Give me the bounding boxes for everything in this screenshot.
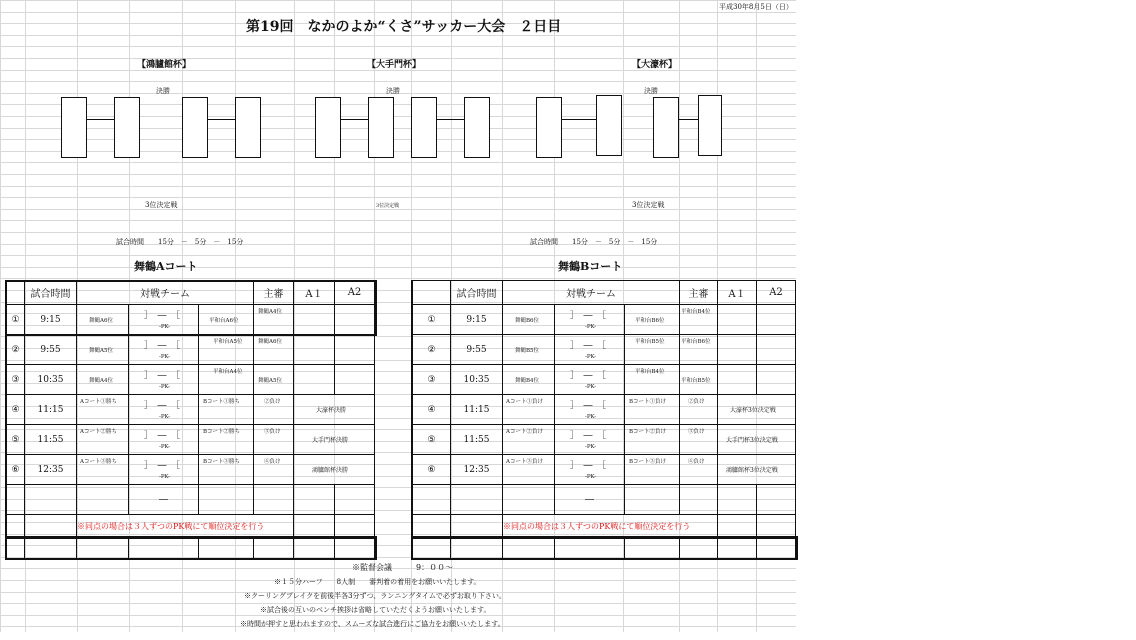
third-place-label-ohori: 3位決定戦: [632, 201, 665, 209]
team-right: Bコート②負け: [629, 429, 667, 435]
table-row: [7, 425, 375, 455]
header-referee: 主審: [680, 281, 718, 305]
footer-note: ※時間が押すと思われますので、スムーズな試合進行にご協力をお願いいたします。: [240, 620, 505, 628]
footer-note: ※クーリングブレイクを前後半各3分ずつ、ランニングタイムで必ずお取り下さい。: [244, 592, 506, 600]
match-number: ⑤: [7, 425, 25, 455]
table-row: [413, 305, 796, 335]
score-entry[interactable]: ］ ― ［: [144, 371, 181, 381]
final-label-korokan: 決勝: [156, 87, 170, 95]
table-row: [7, 455, 375, 485]
match-time-left: 試合時間 15分 － 5分 － 15分: [116, 238, 244, 246]
score-entry[interactable]: ］ ― ［: [144, 461, 181, 471]
score-entry[interactable]: ］ ― ［: [144, 311, 181, 321]
referee-team: ④負け: [264, 459, 281, 465]
score-entry[interactable]: ］ ― ［: [570, 461, 607, 471]
header-time: 試合時間: [451, 281, 503, 305]
match-time: 11:55: [451, 425, 503, 455]
table-row: [413, 485, 796, 515]
header-teams: 対戦チーム: [77, 281, 254, 305]
match-time: 12:35: [25, 455, 77, 485]
table-row: [7, 485, 375, 515]
bracket-slot: [182, 97, 208, 158]
bracket-slot: [464, 97, 490, 158]
team-left: Aコート①勝ち: [80, 399, 117, 405]
match-result-label: 大濠杯3位決定戦: [730, 407, 776, 414]
team-left: Aコート②勝ち: [80, 429, 117, 435]
match-time: 12:35: [451, 455, 503, 485]
team-right: 平和台B5位: [635, 339, 665, 345]
bracket-connector: [678, 119, 698, 120]
match-result-label: 大手門杯3位決定戦: [726, 437, 778, 444]
table-row: [7, 335, 375, 365]
bracket-slot: [315, 97, 341, 158]
pk-label: -PK-: [585, 354, 597, 360]
pk-label: -PK-: [159, 414, 171, 420]
pk-label: -PK-: [159, 324, 171, 330]
table-row: [413, 455, 796, 485]
bracket-slot: [536, 97, 562, 158]
pk-label: -PK-: [585, 474, 597, 480]
team-left: Aコート①負け: [506, 399, 543, 405]
team-right: 平和台B6位: [635, 318, 665, 324]
final-label-otemon: 決勝: [386, 87, 400, 95]
court-b-schedule: [412, 280, 796, 560]
pk-rule-note: ※同点の場合は３人ずつのPK戦にて順位決定を行う: [77, 522, 265, 531]
match-time: 11:15: [25, 395, 77, 425]
footer-note: ※１５分ハーフ 8人制 審判着の着用をお願いいたします。: [274, 578, 481, 586]
table-row: [7, 395, 375, 425]
team-left: 舞鶴A5位: [89, 348, 113, 354]
match-number: ③: [7, 365, 25, 395]
header-referee: 主審: [254, 281, 294, 305]
score-entry[interactable]: ］ ― ［: [570, 311, 607, 321]
page-title: 第19回 なかのよか“くさ”サッカー大会 ２日目: [246, 19, 562, 35]
bracket-connector: [340, 119, 368, 120]
pk-label: -PK-: [585, 384, 597, 390]
header-a1: A１: [294, 281, 335, 305]
team-left: 舞鶴B6位: [515, 318, 540, 324]
match-number: ③: [413, 365, 451, 395]
match-time: 9:55: [451, 335, 503, 365]
score-entry[interactable]: ］ ― ［: [570, 431, 607, 441]
bracket-slot: [698, 95, 722, 156]
table-row: [413, 539, 796, 560]
bracket-connector: [86, 119, 114, 120]
bracket-title-otemon: 【大手門杯】: [367, 60, 422, 70]
bracket-slot: [114, 97, 140, 158]
table-row: [413, 365, 796, 395]
match-number: ⑥: [413, 455, 451, 485]
pk-label: -PK-: [159, 384, 171, 390]
match-time: 11:55: [25, 425, 77, 455]
team-left: 舞鶴B5位: [515, 348, 540, 354]
referee-team: 平和台B5位: [681, 378, 711, 384]
team-right: Bコート③負け: [629, 459, 667, 465]
header-a1: A１: [718, 281, 757, 305]
match-time: 10:35: [25, 365, 77, 395]
table-row: [413, 335, 796, 365]
match-number: ①: [413, 305, 451, 335]
team-left: 舞鶴A4位: [89, 378, 113, 384]
third-place-label-otemon: 3位決定戦: [376, 203, 400, 209]
bracket-slot: [653, 97, 679, 158]
team-right: Bコート②勝ち: [203, 429, 241, 435]
referee-team: 舞鶴A6位: [258, 339, 282, 345]
match-time: 9:55: [25, 335, 77, 365]
match-time: 11:15: [451, 395, 503, 425]
team-right: Bコート③勝ち: [203, 459, 241, 465]
match-number: ②: [7, 335, 25, 365]
header-time: 試合時間: [25, 281, 77, 305]
pk-label: -PK-: [159, 474, 171, 480]
table-row: [413, 395, 796, 425]
date-label: 平成30年8月5日（日）: [719, 3, 793, 11]
team-right: 平和台A6位: [209, 318, 239, 324]
referee-team: 舞鶴A5位: [258, 378, 282, 384]
match-result-label: 鴻臚館杯3位決定戦: [726, 467, 778, 474]
table-row: [7, 539, 375, 560]
score-entry[interactable]: ］ ― ［: [144, 431, 181, 441]
referee-team: ③負け: [688, 429, 705, 435]
team-left: Aコート③勝ち: [80, 459, 117, 465]
bracket-title-korokan: 【鴻臚館杯】: [137, 60, 192, 70]
match-number: ⑤: [413, 425, 451, 455]
court-a-schedule: [6, 280, 375, 560]
team-left: 舞鶴A6位: [89, 318, 113, 324]
pk-label: -PK-: [159, 444, 171, 450]
match-time: 9:15: [25, 305, 77, 335]
bracket-slot: [411, 97, 437, 158]
team-right: 平和台B4位: [635, 369, 665, 375]
referee-team: 平和台B6位: [681, 339, 711, 345]
score-entry[interactable]: ］ ― ［: [144, 341, 181, 351]
match-number: ⑥: [7, 455, 25, 485]
match-result-label: 鴻臚館杯決勝: [312, 467, 349, 474]
bracket-connector: [207, 119, 235, 120]
match-result-label: 大手門杯決勝: [312, 437, 349, 444]
extra-dash: ―: [555, 485, 625, 515]
extra-dash: ―: [129, 485, 199, 515]
match-time-right: 試合時間 15分 － 5分 － 15分: [530, 238, 658, 246]
third-place-label-korokan: 3位決定戦: [145, 201, 178, 209]
team-right: 平和台A5位: [213, 339, 243, 345]
table-row: [413, 515, 796, 539]
team-right: Bコート①負け: [629, 399, 667, 405]
pk-label: -PK-: [585, 444, 597, 450]
table-row: [7, 305, 375, 335]
pk-label: -PK-: [585, 324, 597, 330]
bracket-slot: [596, 95, 622, 156]
team-right: 平和台A4位: [213, 369, 243, 375]
final-label-ohori: 決勝: [644, 87, 658, 95]
pk-label: -PK-: [585, 414, 597, 420]
referee-team: 平和台B4位: [681, 309, 711, 315]
bracket-connector: [436, 119, 464, 120]
referee-team: ③負け: [264, 429, 281, 435]
score-entry[interactable]: ］ ― ［: [570, 371, 607, 381]
footer-note: ※試合後の互いのベンチ挨拶は省略していただくようお願いいたします。: [260, 606, 491, 614]
court-a-title: 舞鶴Aコート: [134, 260, 198, 273]
pk-rule-note: ※同点の場合は３人ずつのPK戦にて順位決定を行う: [503, 522, 691, 531]
referee-team: ④負け: [688, 459, 705, 465]
bracket-slot: [368, 97, 394, 158]
bracket-slot: [61, 97, 87, 158]
footer-note: ※監督会議 9：００～: [352, 563, 454, 572]
table-row: [7, 515, 375, 539]
score-entry[interactable]: ］ ― ［: [570, 401, 607, 411]
team-left: 舞鶴B4位: [515, 378, 540, 384]
referee-team: ②負け: [688, 399, 705, 405]
match-number: ④: [7, 395, 25, 425]
table-row: [7, 365, 375, 395]
match-number: ④: [413, 395, 451, 425]
match-number: ②: [413, 335, 451, 365]
header-a2: A2: [335, 281, 375, 305]
team-left: Aコート③負け: [506, 459, 543, 465]
header-a2: A2: [757, 281, 796, 305]
team-left: Aコート②負け: [506, 429, 543, 435]
court-b-title: 舞鶴Bコート: [558, 260, 623, 273]
match-number: ①: [7, 305, 25, 335]
team-right: Bコート①勝ち: [203, 399, 241, 405]
score-entry[interactable]: ］ ― ［: [570, 341, 607, 351]
bracket-title-ohori: 【大濠杯】: [632, 60, 678, 70]
match-time: 10:35: [451, 365, 503, 395]
score-entry[interactable]: ］ ― ［: [144, 401, 181, 411]
match-time: 9:15: [451, 305, 503, 335]
referee-team: ②負け: [264, 399, 281, 405]
match-result-label: 大濠杯決勝: [316, 407, 347, 414]
table-row: [413, 425, 796, 455]
bracket-connector: [561, 119, 596, 120]
bracket-slot: [235, 97, 261, 158]
referee-team: 舞鶴A4位: [258, 309, 282, 315]
header-teams: 対戦チーム: [503, 281, 680, 305]
pk-label: -PK-: [159, 354, 171, 360]
